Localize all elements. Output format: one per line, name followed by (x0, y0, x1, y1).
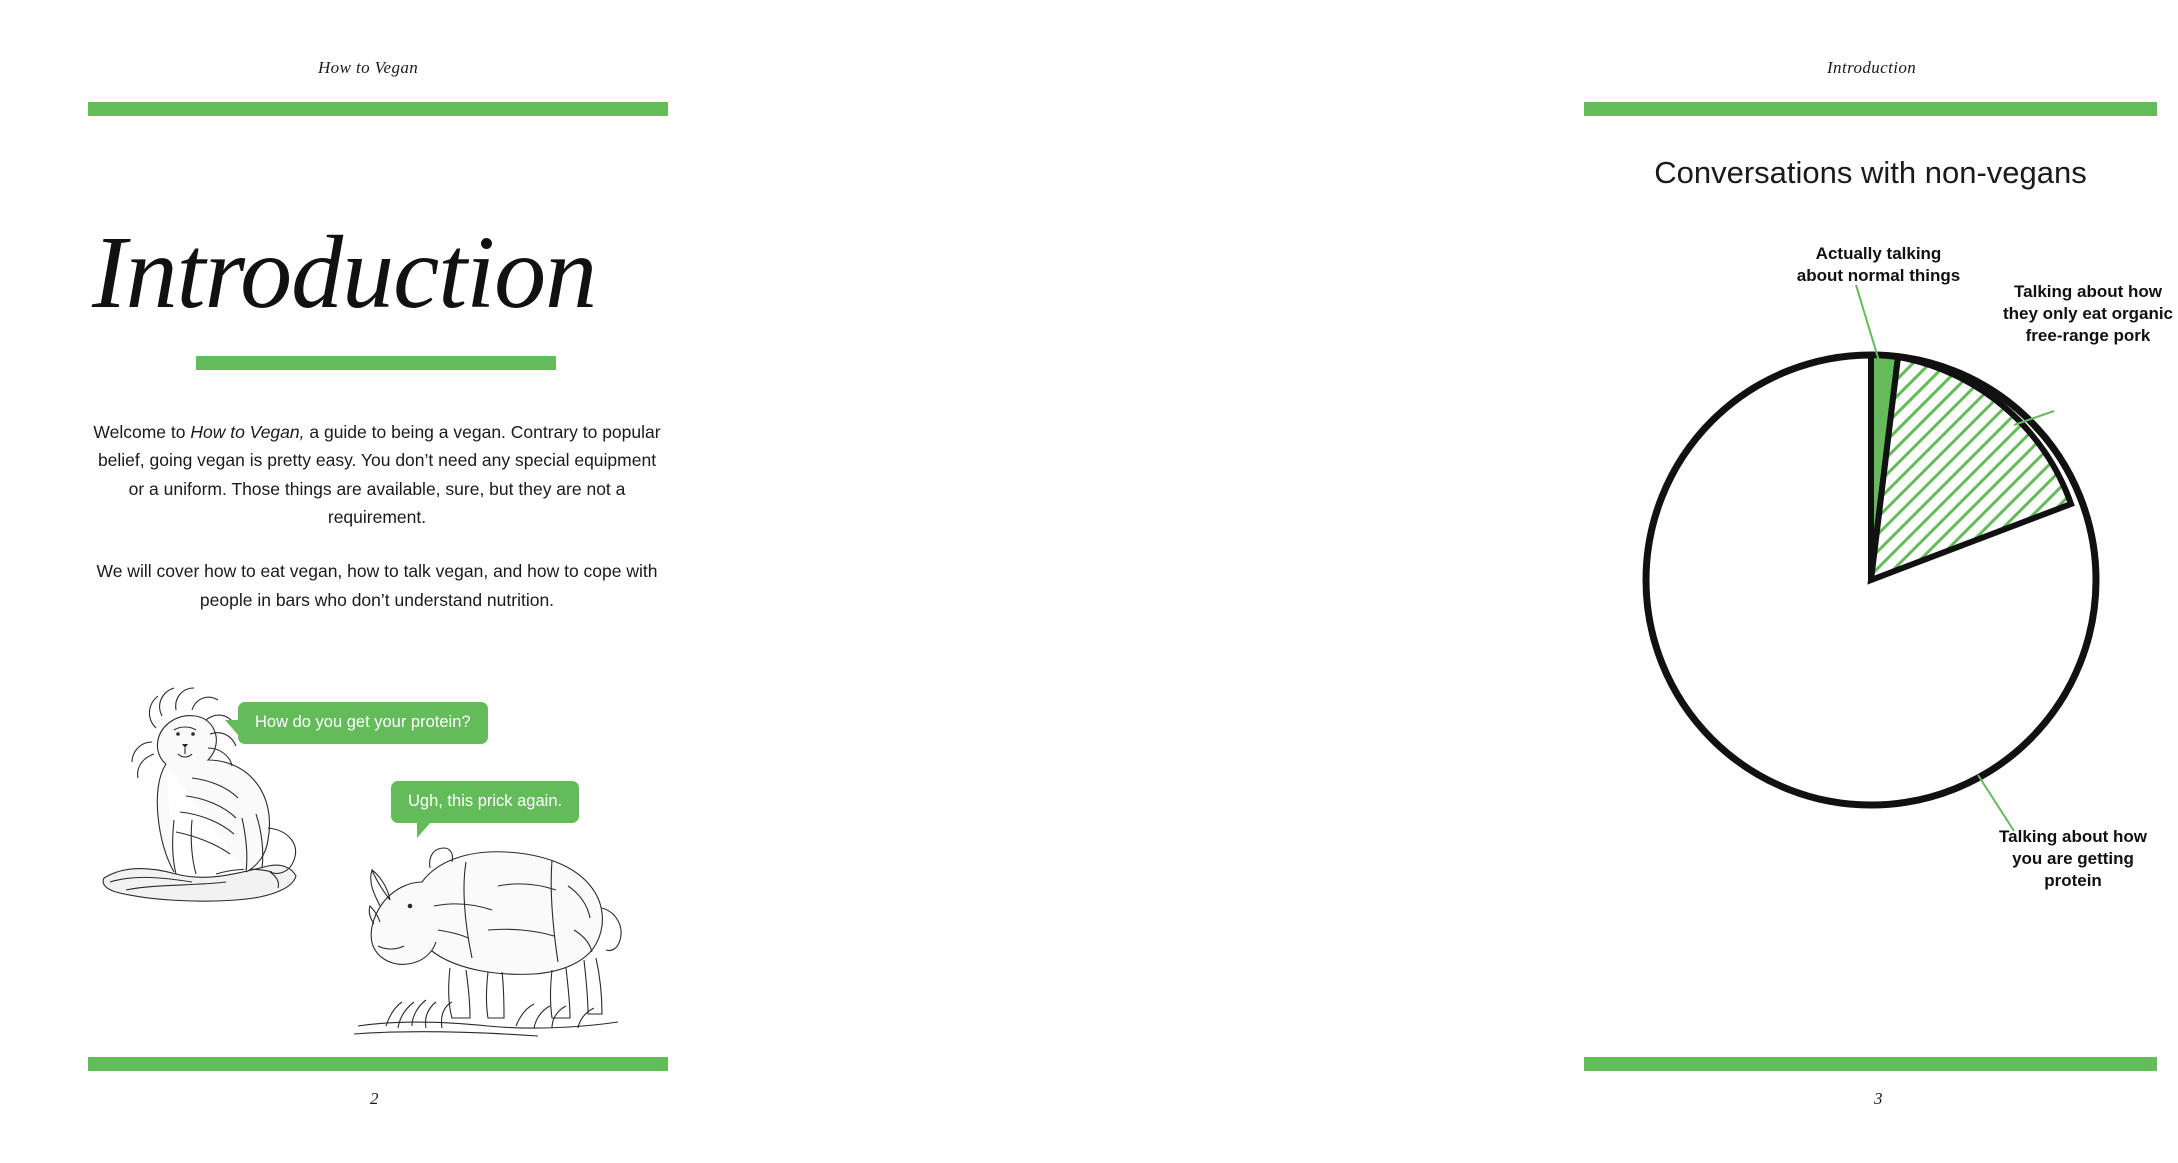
paragraph-one-rest: a guide to being a vegan. Contrary to popular belief, going vegan is pretty easy. You don’t need any special equipment or a uniform. Those things are available, sure, but they are not a requirement. (97, 422, 661, 528)
book-title-italic: How to Vegan, (190, 422, 305, 442)
chart-title: Conversations with non-vegans (1654, 155, 2087, 190)
chart-callout-normal-things: Actually talking about normal things (1796, 244, 1961, 285)
running-head-left: How to Vegan (318, 58, 419, 77)
rhino-engraving-icon (338, 790, 638, 1040)
leader-line-normal-things (1856, 285, 1879, 361)
bottom-rule-left (88, 1057, 668, 1071)
intro-body-copy (92, 418, 662, 640)
title-underline-rule (196, 356, 556, 370)
left-page (0, 0, 750, 1163)
paragraph-two: We will cover how to eat vegan, how to talk vegan, and how to cope with people in bars who don’t understand nutrition. (96, 561, 658, 610)
running-head-right: Introduction (1827, 58, 1917, 77)
leader-line-protein (1978, 775, 2014, 831)
page-number-left: 2 (370, 1089, 379, 1108)
speech-bubble-rhino: Ugh, this prick again. (391, 781, 579, 823)
page-number-right: 3 (1874, 1089, 1883, 1108)
chart-callout-protein: Talking about how you are getting protein (1999, 827, 2147, 890)
bottom-rule-right (1584, 1057, 2157, 1071)
speech-bubble-lion: How do you get your protein? (238, 702, 488, 744)
rhino-illustration (338, 790, 638, 1040)
top-rule-left (88, 102, 668, 116)
paragraph-one-lead: Welcome to (93, 422, 191, 442)
top-rule-right (1584, 102, 2157, 116)
page-title: Introduction (92, 215, 597, 330)
paragraph-one (92, 418, 662, 531)
chart-callout-organic-pork: Talking about how they only eat organic free-range pork (2002, 282, 2174, 345)
right-page (750, 0, 2174, 1163)
